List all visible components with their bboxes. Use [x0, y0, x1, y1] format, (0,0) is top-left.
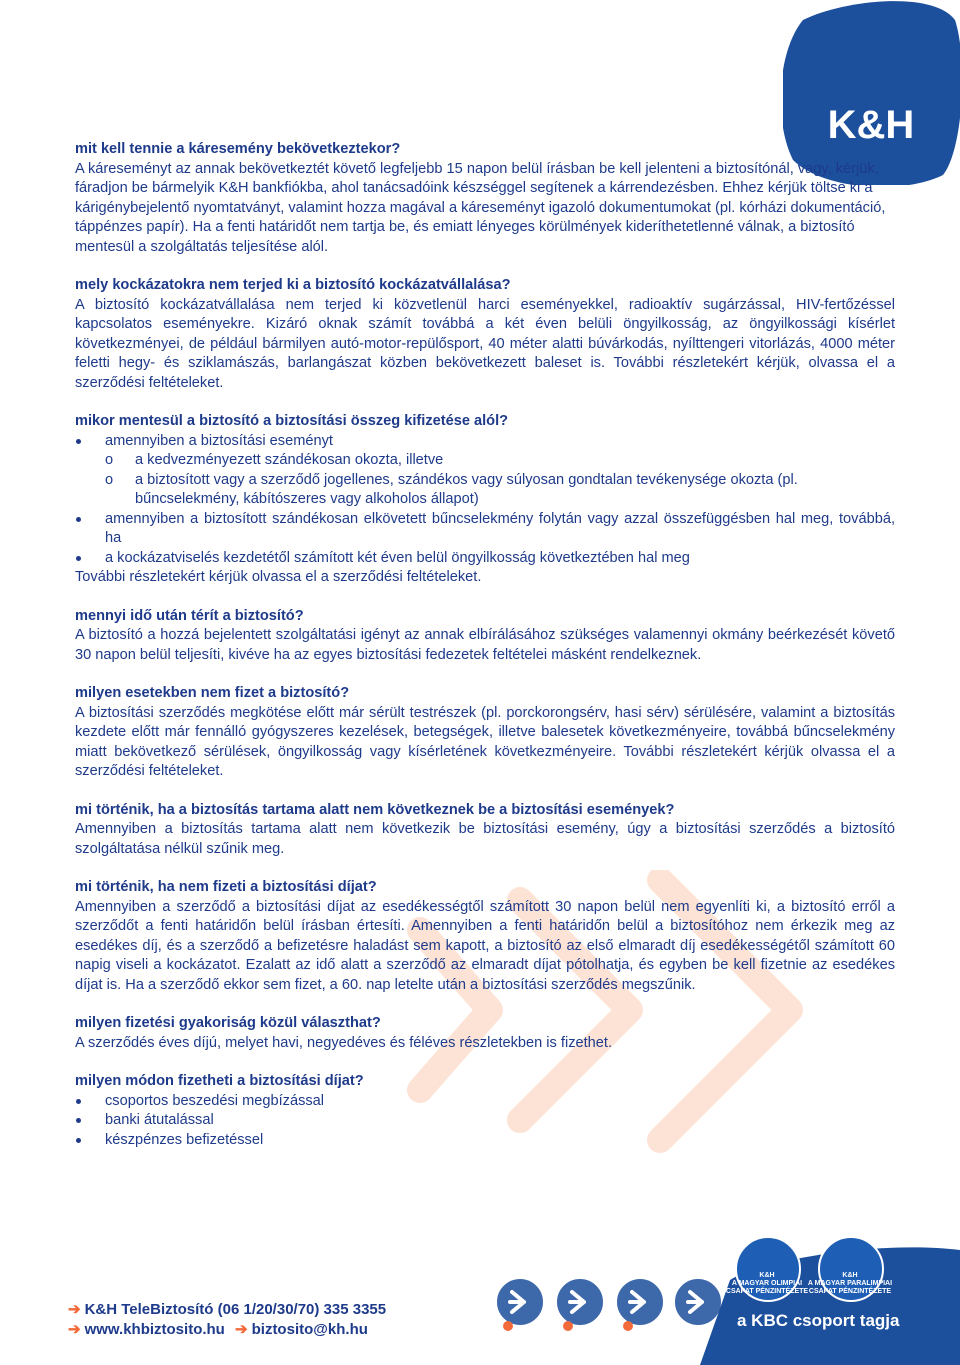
section-heading: milyen esetekben nem fizet a biztosító?: [75, 685, 350, 701]
release-list: [75, 432, 895, 569]
section-heading: mely kockázatokra nem terjed ki a biztosító kockázatvállalása?: [75, 277, 511, 293]
list-item: készpénzes befizetéssel: [75, 1131, 895, 1151]
section-tail: További részletekért kérjük olvassa el a szerződési feltételeket.: [75, 569, 482, 585]
section-body: A biztosító a hozzá bejelentett szolgáltatási igényt az annak elbírálásához szükséges valamennyi okmány beérkezését követő 30 napon belül teljesíti, kivéve ha az egyes biztosítási fedezetek feltételei másként rendelkeznek.: [75, 627, 895, 663]
section-body: Amennyiben a szerződő a biztosítási díjat az esedékességtől számított 30 napon belül nem egyenlíti ki, a biztosító erről a szerződőt a fenti határidőn belül írásban értesíti. Amennyiben a fenti határidőn belül a biztosítóhoz nem érkezik meg az esedékes díj, és a szerződő a befizetésre haladást sem kapott, a biztosító az első elmaradt díj esedékességétől számított 60 napig viseli a kockázatot. Ezalatt az idő alatt a szerződő az elmaradt díjat pótolhatja, és egyben be kell fizetnie az esedékes díjat is. Ha a szerződő ekkor sem fizet, a 60. nap letelte után a biztosítási szerződés megszűnik.: [75, 898, 895, 993]
section-heading: milyen fizetési gyakoriság közül választhat?: [75, 1015, 381, 1031]
section-exclusions: [75, 276, 895, 393]
arrow-icon: ➔: [68, 1301, 81, 1318]
email-link[interactable]: biztosito@kh.hu: [251, 1321, 368, 1338]
section-no-event: [75, 801, 895, 860]
section-heading: mikor mentesül a biztosító a biztosítási összeg kifizetése alól?: [75, 413, 509, 429]
section-heading: mit kell tennie a káresemény bekövetkeztekor?: [75, 141, 401, 157]
group-tagline: a KBC csoport tagja: [737, 1311, 900, 1330]
section-body: A szerződés éves díjú, melyet havi, negyedéves és féléves részletekben is fizethet.: [75, 1034, 613, 1051]
section-body: Amennyiben a biztosítás tartama alatt nem következik be biztosítási esemény, úgy a biztosítási szerződés a biztosító szolgáltatása nélkül szűnik meg.: [75, 821, 895, 857]
list-item: banki átutalással: [75, 1111, 895, 1131]
arrow-icon: ➔: [68, 1321, 81, 1338]
section-heading: mi történik, ha a biztosítás tartama alatt nem következnek be a biztosítási események?: [75, 801, 675, 818]
section-payout-time: [75, 607, 895, 666]
logo-text: K&H: [827, 103, 915, 147]
section-heading: milyen módon fizetheti a biztosítási díjat?: [75, 1073, 364, 1089]
paralympic-badge-text: K&H A MAGYAR PARALIMPIAI CSAPAT PÉNZINTÉZETE: [807, 1272, 893, 1295]
list-item: amennyiben a biztosított szándékosan elkövetett bűncselekmény folytán vagy azzal összefüggésben hal meg, továbbá, ha: [75, 510, 895, 549]
list-item: amennyiben a biztosítási eseményt o a kedvezményezett szándékosan okozta, illetve o a biztosított vagy a szerződő jogellenes, szándékos vagy súlyosan gondtalan tevékenysége okozta (pl. bűncselekmény, kábítószeres vagy alkoholos állapot): [75, 432, 895, 510]
section-no-pay: [75, 684, 895, 782]
section-frequency: [75, 1014, 895, 1053]
olympic-badge-text: K&H A MAGYAR OLIMPIAI CSAPAT PÉNZINTÉZETE: [725, 1272, 809, 1295]
section-release: [75, 412, 895, 588]
footer: [0, 1240, 960, 1365]
sub-list: [75, 451, 895, 510]
main-content: [75, 140, 895, 1150]
website-link[interactable]: www.khbiztosito.hu: [84, 1321, 225, 1338]
sub-list-item: o a kedvezményezett szándékosan okozta, illetve: [105, 451, 895, 471]
payment-method-list: [75, 1092, 895, 1151]
list-item: a kockázatviselés kezdetétől számított két éven belül öngyilkosság következtében hal meg: [75, 549, 895, 569]
sub-list-item: o a biztosított vagy a szerződő jogellenes, szándékos vagy súlyosan gondtalan tevékenysége okozta (pl. bűncselekmény, kábítószeres vagy alkoholos állapot): [105, 471, 895, 510]
section-unpaid: [75, 878, 895, 995]
contact-line: [68, 1320, 368, 1338]
section-claim: [75, 140, 895, 257]
section-heading: mennyi idő után térít a biztosító?: [75, 607, 304, 624]
arrow-icon: ➔: [235, 1321, 248, 1338]
section-heading: mi történik, ha nem fizeti a biztosítási díjat?: [75, 879, 377, 895]
section-body: A káreseményt az annak bekövetkeztét követő legfeljebb 15 napon belül írásban be kell jelenteni a biztosítónál, vagy, kérjük, fáradjon be bármelyik K&H bankfiókba, ahol tanácsadóink készséggel segítenek a kárrendezésben. Ehhez kérjük töltse ki a kárigénybejelentő nyomtatványt, valamint hozza magával a káreseményt igazoló dokumentumokat (pl. kórházi dokumentáció, táppénzes papír). Ha a fenti határidőt nem tartja be, és emiatt lényeges körülmények kideríthetetlenné válnak, a biztosító mentesül a szolgáltatás teljesítése alól.: [75, 160, 886, 255]
section-body: A biztosító kockázatvállalása nem terjed ki közvetlenül harci eseményekkel, radioaktív sugárzással, HIV-fertőzéssel kapcsolatos eseményekre. Kizáró oknak számít továbbá a két éven belüli öngyilkosság, az öngyilkossági kísérlet következményei, de például bármilyen autó-motor-repülősport, 40 méter alatti búvárkodás, nyílttengeri vitorlázás, 4000 méter feletti hegy- és sziklamászás, barlangászat közben bekövetkezett baleset is. További részletekért kérjük, olvassa el a szerződési feltételeket.: [75, 296, 895, 391]
section-payment-method: [75, 1072, 895, 1150]
list-item: csoportos beszedési megbízással: [75, 1092, 895, 1112]
section-body: A biztosítási szerződés megkötése előtt már sérült testrészek (pl. porckorongsérv, hasi sérv) sérülésére, valamint a biztosítás kezdete előtt már fennálló gyógyszeres kezelések, betegségek, illetve balesetek következményeire, továbbá bűncselekmény miatt bekövetkező sérülések, öngyilkosság vagy kísérletének következményeire. További részletekért kérjük olvassa el a szerződési feltételeket.: [75, 704, 895, 779]
phone-line: ➔ K&H TeleBiztosító (06 1/20/30/70) 335 3355: [68, 1301, 387, 1318]
